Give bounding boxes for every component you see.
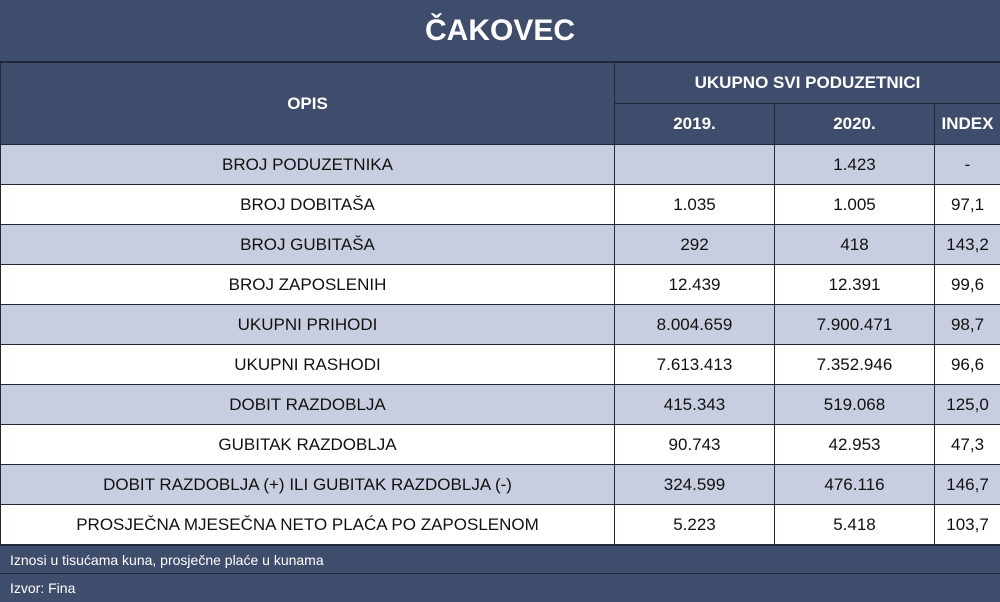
row-label: DOBIT RAZDOBLJA (+) ILI GUBITAK RAZDOBLJA (-) [1, 465, 615, 505]
cell-2020: 476.116 [775, 465, 935, 505]
cell-2019: 7.613.413 [615, 345, 775, 385]
cell-2020: 42.953 [775, 425, 935, 465]
cell-index: 103,7 [935, 505, 1000, 545]
table-row [1, 145, 1000, 185]
cell-index: 47,3 [935, 425, 1000, 465]
row-label: BROJ GUBITAŠA [1, 225, 615, 265]
table-row [1, 185, 1000, 225]
cell-index: 125,0 [935, 385, 1000, 425]
table-row [1, 385, 1000, 425]
table-row [1, 305, 1000, 345]
header-2020: 2020. [775, 104, 935, 145]
cell-2020: 7.900.471 [775, 305, 935, 345]
table-body [1, 145, 1000, 545]
cell-2020: 1.005 [775, 185, 935, 225]
cell-2020: 519.068 [775, 385, 935, 425]
cell-2019: 90.743 [615, 425, 775, 465]
cell-index: 99,6 [935, 265, 1000, 305]
cell-2019: 324.599 [615, 465, 775, 505]
table-row [1, 225, 1000, 265]
row-label: UKUPNI RASHODI [1, 345, 615, 385]
cell-2019: 12.439 [615, 265, 775, 305]
cell-index: 98,7 [935, 305, 1000, 345]
table-row [1, 345, 1000, 385]
cell-2020: 7.352.946 [775, 345, 935, 385]
row-label: GUBITAK RAZDOBLJA [1, 425, 615, 465]
statistics-table [0, 62, 1000, 545]
table-row [1, 465, 1000, 505]
cell-2019: 292 [615, 225, 775, 265]
row-label: UKUPNI PRIHODI [1, 305, 615, 345]
cell-index: 143,2 [935, 225, 1000, 265]
header-opis: OPIS [1, 63, 615, 145]
header-2019: 2019. [615, 104, 775, 145]
cell-2019 [615, 145, 775, 185]
cell-2019: 8.004.659 [615, 305, 775, 345]
table-row [1, 265, 1000, 305]
cell-index: 146,7 [935, 465, 1000, 505]
table-row [1, 425, 1000, 465]
cell-2019: 5.223 [615, 505, 775, 545]
cell-2019: 1.035 [615, 185, 775, 225]
table-title: ČAKOVEC [0, 0, 1000, 62]
cell-2020: 5.418 [775, 505, 935, 545]
cell-2019: 415.343 [615, 385, 775, 425]
table-row [1, 505, 1000, 545]
footer-source: Izvor: Fina [0, 573, 1000, 602]
cell-index: 96,6 [935, 345, 1000, 385]
header-index: INDEX [935, 104, 1000, 145]
cell-2020: 418 [775, 225, 935, 265]
row-label: PROSJEČNA MJESEČNA NETO PLAĆA PO ZAPOSLENOM [1, 505, 615, 545]
row-label: BROJ ZAPOSLENIH [1, 265, 615, 305]
row-label: DOBIT RAZDOBLJA [1, 385, 615, 425]
row-label: BROJ DOBITAŠA [1, 185, 615, 225]
cell-2020: 1.423 [775, 145, 935, 185]
footer-note: Iznosi u tisućama kuna, prosječne plaće u kunama [0, 545, 1000, 573]
cell-index: 97,1 [935, 185, 1000, 225]
header-row-top [1, 63, 1000, 104]
cell-2020: 12.391 [775, 265, 935, 305]
row-label: BROJ PODUZETNIKA [1, 145, 615, 185]
header-group: UKUPNO SVI PODUZETNICI [615, 63, 1000, 104]
cell-index: - [935, 145, 1000, 185]
